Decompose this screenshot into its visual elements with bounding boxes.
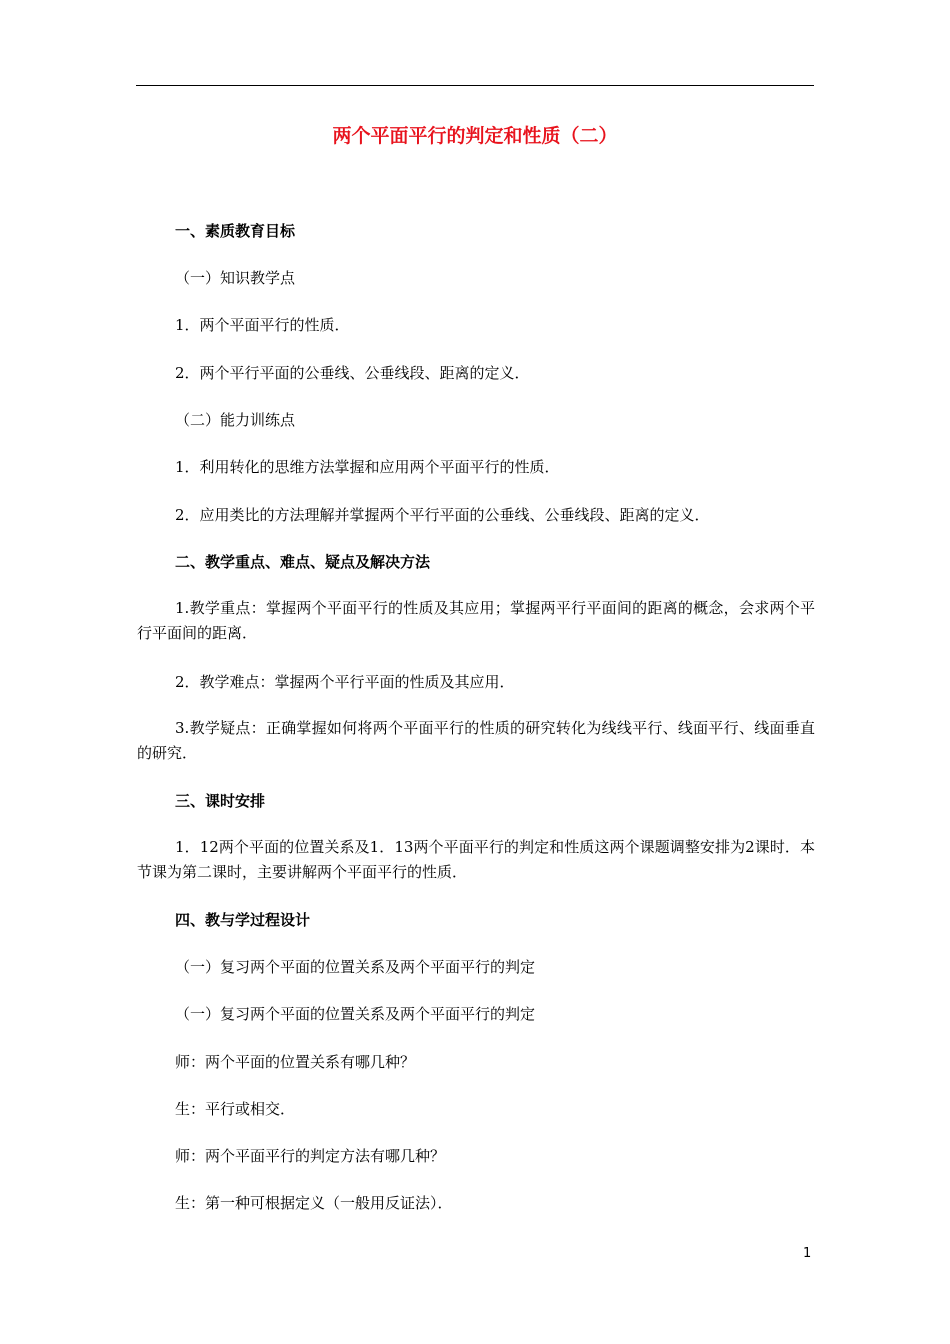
dialogue-line-2: 生：平行或相交． (175, 1100, 296, 1118)
page-number: 1 (803, 1246, 812, 1261)
section-2-heading: 二、教学重点、难点、疑点及解决方法 (175, 553, 431, 571)
section-3-paragraph-1: 1．12两个平面的位置关系及1．13两个平面平行的判定和性质这两个课题调整安排为2课时．本节课为第二课时，主要讲解两个平面平行的性质． (137, 838, 815, 881)
dialogue-line-1: 师：两个平面的位置关系有哪几种？ (175, 1053, 416, 1071)
dialogue-line-4: 生：第一种可根据定义（一般用反证法）． (175, 1194, 453, 1212)
document-title: 两个平面平行的判定和性质（二） (332, 125, 618, 147)
header-rule (136, 85, 814, 86)
section-1-item-4: 2．应用类比的方法理解并掌握两个平行平面的公垂线、公垂线段、距离的定义． (175, 506, 710, 524)
section-4-heading: 四、教与学过程设计 (175, 911, 311, 929)
dialogue-line-3: 师：两个平面平行的判定方法有哪几种？ (175, 1147, 446, 1165)
section-4-subheading-review-repeat: （一）复习两个平面的位置关系及两个平面平行的判定 (175, 1005, 536, 1023)
section-4-subheading-review: （一）复习两个平面的位置关系及两个平面平行的判定 (175, 958, 536, 976)
section-1-subheading-knowledge: （一）知识教学点 (175, 269, 296, 287)
section-2-paragraph-1: 1.教学重点：掌握两个平面平行的性质及其应用；掌握两平行平面间的距离的概念，会求两个平行平面间的距离． (137, 599, 815, 642)
section-2-paragraph-3: 3.教学疑点：正确掌握如何将两个平面平行的性质的研究转化为线线平行、线面平行、线面垂直的研究． (137, 719, 815, 762)
section-1-subheading-ability: （二）能力训练点 (175, 411, 296, 429)
section-1-heading: 一、素质教育目标 (175, 222, 296, 240)
section-3-heading: 三、课时安排 (175, 792, 266, 810)
section-1-item-2: 2．两个平行平面的公垂线、公垂线段、距离的定义． (175, 364, 530, 382)
section-2-paragraph-2: 2．教学难点：掌握两个平行平面的性质及其应用． (175, 673, 515, 691)
section-1-item-3: 1．利用转化的思维方法掌握和应用两个平面平行的性质． (175, 458, 560, 476)
section-1-item-1: 1．两个平面平行的性质． (175, 316, 350, 334)
